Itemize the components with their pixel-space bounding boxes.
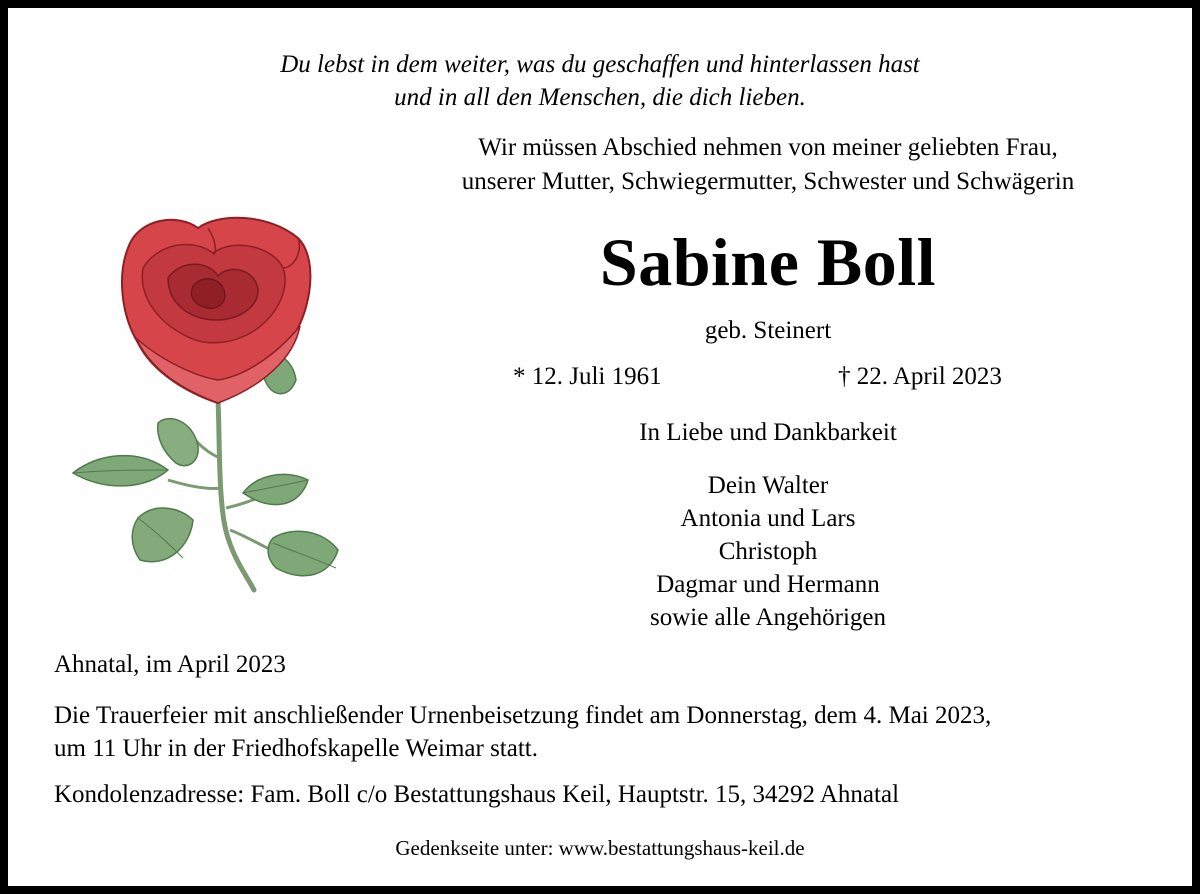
deceased-name: Sabine Boll bbox=[599, 224, 937, 300]
motto-quote bbox=[8, 48, 1192, 114]
motto-line-2: und in all den Menschen, die dich lieben. bbox=[394, 84, 806, 111]
intro-text bbox=[408, 131, 1128, 199]
red-rose-icon bbox=[68, 208, 348, 598]
mourner-item: sowie alle Angehörigen bbox=[649, 604, 887, 631]
motto-line-1: Du lebst in dem weiter, was du geschaffen und hinterlassen hast bbox=[280, 51, 920, 78]
mourner-item: Antonia und Lars bbox=[680, 505, 856, 532]
place-and-date: Ahnatal, im April 2023 bbox=[54, 651, 286, 678]
mourner-item: Christoph bbox=[718, 538, 818, 565]
ceremony-line-1: Die Trauerfeier mit anschließender Urnenbeisetzung findet am Donnerstag, dem 4. Mai 2023, bbox=[54, 702, 992, 729]
mourner-item: Dein Walter bbox=[707, 472, 829, 499]
intro-line-1: Wir müssen Abschied nehmen von meiner geliebten Frau, bbox=[478, 134, 1058, 161]
birth-name: geb. Steinert bbox=[704, 317, 832, 344]
memorial-page-link[interactable]: Gedenkseite unter: www.bestattungshaus-keil.de bbox=[395, 836, 805, 860]
death-date: † 22. April 2023 bbox=[838, 363, 1002, 390]
ceremony-notice bbox=[54, 699, 1164, 765]
condolence-address: Kondolenzadresse: Fam. Boll c/o Bestattungshaus Keil, Hauptstr. 15, 34292 Ahnatal bbox=[54, 781, 900, 808]
birth-date: * 12. Juli 1961 bbox=[513, 363, 662, 390]
ceremony-line-2: um 11 Uhr in der Friedhofskapelle Weimar statt. bbox=[54, 735, 538, 762]
gratitude-line: In Liebe und Dankbarkeit bbox=[639, 419, 897, 446]
intro-line-2: unserer Mutter, Schwiegermutter, Schwester und Schwägerin bbox=[461, 168, 1075, 195]
mourners-list bbox=[408, 469, 1128, 634]
mourner-item: Dagmar und Hermann bbox=[656, 571, 880, 598]
